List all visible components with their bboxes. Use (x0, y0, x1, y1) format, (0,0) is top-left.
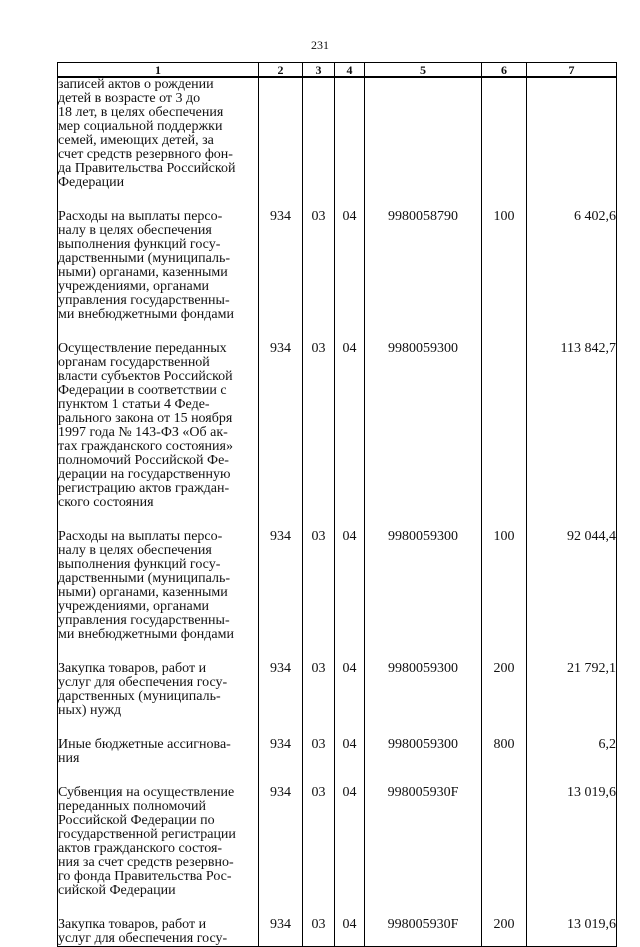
row-description (58, 786, 259, 898)
description-line: дерации на государственную (58, 467, 231, 482)
spacer-cell (303, 766, 335, 786)
section-code: 03 (303, 342, 335, 510)
description-line: Расходы на выплаты персо- (58, 529, 223, 544)
budget-table (57, 62, 617, 947)
column-header: 3 (303, 63, 335, 78)
spacer-cell (482, 718, 527, 738)
section-code: 03 (303, 786, 335, 898)
spacer-cell (58, 766, 259, 786)
spacer-cell (527, 718, 617, 738)
description-line: выполнения функций госу- (58, 557, 221, 572)
amount: 13 019,6 (527, 786, 617, 898)
spacer-cell (365, 766, 482, 786)
description-line: Федерации в соответствии с (58, 383, 227, 398)
column-header: 5 (365, 63, 482, 78)
description-line: ского состояния (58, 495, 154, 510)
expense-type-code: 200 (482, 662, 527, 718)
description-line: дарственных (муниципаль- (58, 689, 221, 704)
description-line: управления государственны- (58, 613, 230, 628)
spacer-cell (303, 718, 335, 738)
page-number: 231 (311, 38, 329, 52)
description-line: Субвенция на осуществление (58, 785, 235, 800)
description-line: Расходы на выплаты персо- (58, 209, 223, 224)
table-row (58, 210, 617, 322)
row-spacer (58, 898, 617, 918)
description-line: полномочий Российской Фе- (58, 453, 229, 468)
description-line: услуг для обеспечения госу- (58, 675, 228, 690)
description-line: да Правительства Российской (58, 161, 236, 176)
expense-type-code (482, 786, 527, 898)
description-line: налу в целях обеспечения (58, 223, 212, 238)
ministry-code: 934 (259, 342, 303, 510)
column-header: 7 (527, 63, 617, 78)
subsection-code: 04 (335, 210, 365, 322)
target-article-code: 998005930F (365, 918, 482, 947)
spacer-cell (259, 718, 303, 738)
spacer-cell (58, 718, 259, 738)
expense-type-code: 200 (482, 918, 527, 947)
table-row (58, 530, 617, 642)
table-body (58, 77, 617, 947)
section-code: 03 (303, 210, 335, 322)
spacer-cell (259, 322, 303, 342)
spacer-cell (303, 322, 335, 342)
target-article-code: 9980059300 (365, 738, 482, 766)
description-line: пунктом 1 статьи 4 Феде- (58, 397, 210, 412)
section-code: 03 (303, 662, 335, 718)
ministry-code: 934 (259, 918, 303, 947)
spacer-cell (527, 190, 617, 210)
description-line: ных) нужд (58, 703, 122, 718)
description-line: Закупка товаров, работ и (58, 917, 207, 932)
spacer-cell (482, 190, 527, 210)
row-spacer (58, 190, 617, 210)
description-line: ными) органами, казенными (58, 585, 228, 600)
row-description (58, 530, 259, 642)
subsection-code: 04 (335, 918, 365, 947)
row-description (58, 918, 259, 947)
description-line: Российской Федерации по (58, 813, 215, 828)
description-line: го фонда Правительства Рос- (58, 869, 232, 884)
spacer-cell (527, 642, 617, 662)
spacer-cell (335, 190, 365, 210)
amount (527, 77, 617, 190)
spacer-cell (527, 766, 617, 786)
description-line: тах гражданского состояния» (58, 439, 233, 454)
amount: 92 044,4 (527, 530, 617, 642)
spacer-cell (58, 642, 259, 662)
spacer-cell (335, 766, 365, 786)
description-line: Осуществление переданных (58, 341, 227, 356)
column-header: 6 (482, 63, 527, 78)
description-line: записей актов о рождении (58, 77, 214, 92)
spacer-cell (482, 642, 527, 662)
description-line: Иные бюджетные ассигнова- (58, 737, 231, 752)
row-description (58, 738, 259, 766)
table-row (58, 738, 617, 766)
section-code: 03 (303, 530, 335, 642)
description-line: ми внебюджетными фондами (58, 307, 234, 322)
description-line: детей в возрасте от 3 до (58, 91, 201, 106)
section-code: 03 (303, 738, 335, 766)
description-line: услуг для обеспечения госу- (58, 931, 228, 946)
spacer-cell (527, 898, 617, 918)
description-line: сийской Федерации (58, 883, 176, 898)
spacer-cell (259, 510, 303, 530)
expense-type-code: 100 (482, 210, 527, 322)
spacer-cell (259, 766, 303, 786)
target-article-code: 9980059300 (365, 342, 482, 510)
spacer-cell (259, 190, 303, 210)
subsection-code: 04 (335, 530, 365, 642)
column-header: 1 (58, 63, 259, 78)
description-line: рального закона от 15 ноября (58, 411, 233, 426)
spacer-cell (365, 898, 482, 918)
target-article-code: 998005930F (365, 786, 482, 898)
spacer-cell (335, 898, 365, 918)
description-line: ния за счет средств резервно- (58, 855, 234, 870)
spacer-cell (335, 718, 365, 738)
expense-type-code: 800 (482, 738, 527, 766)
description-line: государственной регистрации (58, 827, 236, 842)
spacer-cell (259, 898, 303, 918)
subsection-code: 04 (335, 662, 365, 718)
description-line: ми внебюджетными фондами (58, 627, 234, 642)
spacer-cell (303, 510, 335, 530)
description-line: учреждениями, органами (58, 279, 210, 294)
row-spacer (58, 766, 617, 786)
target-article-code: 9980059300 (365, 662, 482, 718)
row-spacer (58, 510, 617, 530)
row-spacer (58, 642, 617, 662)
ministry-code: 934 (259, 738, 303, 766)
spacer-cell (482, 766, 527, 786)
description-line: семей, имеющих детей, за (58, 133, 214, 148)
description-line: дарственными (муниципаль- (58, 251, 231, 266)
description-line: ными) органами, казенными (58, 265, 228, 280)
table-row (58, 77, 617, 190)
row-spacer (58, 718, 617, 738)
table-row (58, 342, 617, 510)
spacer-cell (482, 322, 527, 342)
row-description (58, 342, 259, 510)
section-code: 03 (303, 918, 335, 947)
description-line: 1997 года № 143-ФЗ «Об ак- (58, 425, 228, 440)
table-row (58, 918, 617, 947)
table-row (58, 662, 617, 718)
description-line: Федерации (58, 175, 125, 190)
spacer-cell (303, 190, 335, 210)
ministry-code: 934 (259, 530, 303, 642)
spacer-cell (365, 718, 482, 738)
description-line: управления государственны- (58, 293, 230, 308)
column-header: 2 (259, 63, 303, 78)
spacer-cell (303, 642, 335, 662)
spacer-cell (58, 510, 259, 530)
row-description (58, 77, 259, 190)
ministry-code: 934 (259, 662, 303, 718)
row-spacer (58, 322, 617, 342)
spacer-cell (335, 322, 365, 342)
table-row (58, 786, 617, 898)
spacer-cell (482, 898, 527, 918)
spacer-cell (335, 510, 365, 530)
amount: 13 019,6 (527, 918, 617, 947)
expense-type-code (482, 77, 527, 190)
description-line: дарственными (муниципаль- (58, 571, 231, 586)
spacer-cell (335, 642, 365, 662)
amount: 21 792,1 (527, 662, 617, 718)
subsection-code: 04 (335, 786, 365, 898)
column-header: 4 (335, 63, 365, 78)
spacer-cell (365, 642, 482, 662)
description-line: учреждениями, органами (58, 599, 210, 614)
description-line: переданных полномочий (58, 799, 207, 814)
spacer-cell (303, 898, 335, 918)
spacer-cell (365, 322, 482, 342)
amount: 6,2 (527, 738, 617, 766)
description-line: регистрацию актов граждан- (58, 481, 230, 496)
description-line: налу в целях обеспечения (58, 543, 212, 558)
amount: 6 402,6 (527, 210, 617, 322)
target-article-code (365, 77, 482, 190)
description-line: органам государственной (58, 355, 210, 370)
ministry-code: 934 (259, 786, 303, 898)
row-description (58, 210, 259, 322)
description-line: власти субъектов Российской (58, 369, 233, 384)
spacer-cell (58, 898, 259, 918)
spacer-cell (365, 190, 482, 210)
ministry-code (259, 77, 303, 190)
spacer-cell (365, 510, 482, 530)
subsection-code: 04 (335, 738, 365, 766)
description-line: ния (58, 751, 80, 766)
section-code (303, 77, 335, 190)
expense-type-code (482, 342, 527, 510)
spacer-cell (58, 322, 259, 342)
target-article-code: 9980059300 (365, 530, 482, 642)
description-line: 18 лет, в целях обеспечения (58, 105, 224, 120)
ministry-code: 934 (259, 210, 303, 322)
subsection-code (335, 77, 365, 190)
spacer-cell (482, 510, 527, 530)
table-header-row (58, 63, 617, 78)
row-description (58, 662, 259, 718)
amount: 113 842,7 (527, 342, 617, 510)
expense-type-code: 100 (482, 530, 527, 642)
spacer-cell (58, 190, 259, 210)
spacer-cell (527, 322, 617, 342)
description-line: выполнения функций госу- (58, 237, 221, 252)
description-line: Закупка товаров, работ и (58, 661, 207, 676)
spacer-cell (259, 642, 303, 662)
description-line: счет средств резервного фон- (58, 147, 233, 162)
subsection-code: 04 (335, 342, 365, 510)
description-line: мер социальной поддержки (58, 119, 223, 134)
description-line: актов гражданского состоя- (58, 841, 223, 856)
target-article-code: 9980058790 (365, 210, 482, 322)
spacer-cell (527, 510, 617, 530)
